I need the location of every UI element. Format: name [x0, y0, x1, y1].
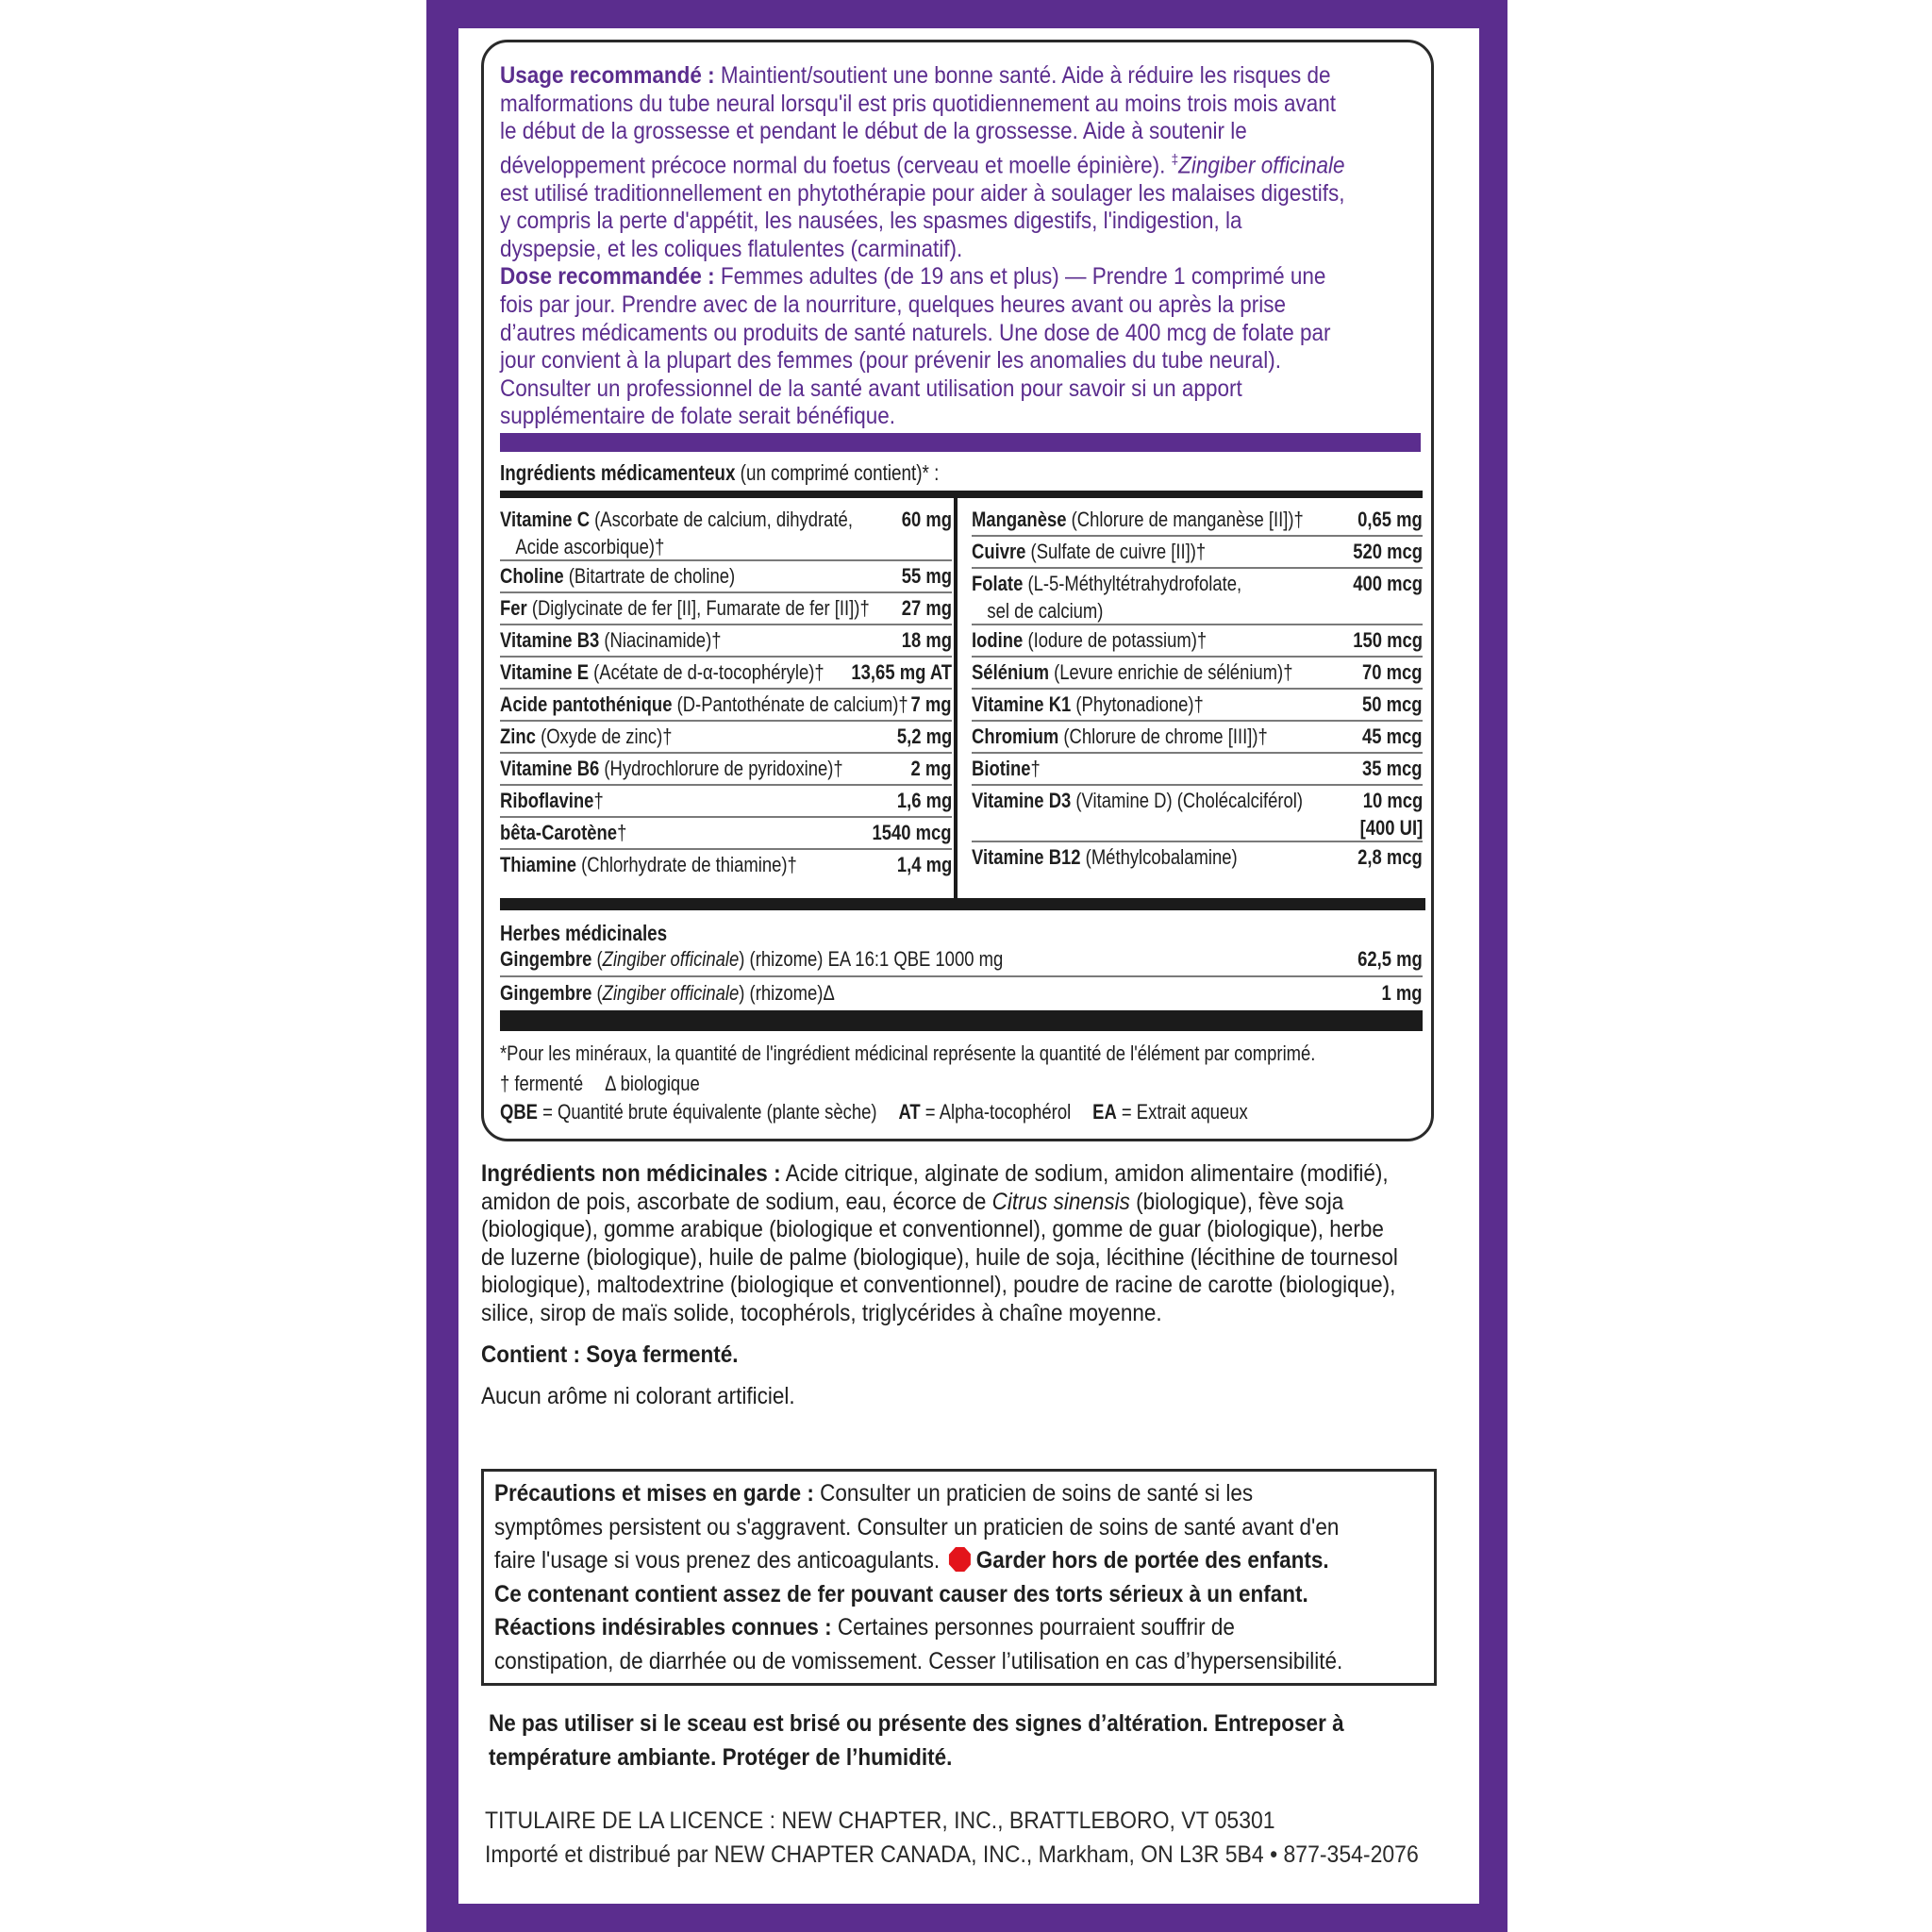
license-holder: TITULAIRE DE LA LICENCE : NEW CHAPTER, INC., BRATTLEBORO, VT 05301	[485, 1807, 1275, 1834]
ingredient-amount: 7 mg	[910, 692, 952, 716]
ingredient-name: Folate	[972, 572, 1024, 595]
footnote-minerals: *Pour les minéraux, la quantité de l'ingrédient médicinal représente la quantité de l'élément par comprimé.	[500, 1041, 1316, 1065]
ingredient-name-cell	[972, 570, 1241, 625]
ingredient-source: (Chlorure de chrome [III])†	[1058, 724, 1268, 748]
row-separator	[972, 624, 1423, 625]
ingredient-amount: 2 mg	[910, 757, 952, 780]
ingredient-name-cell	[500, 594, 870, 622]
row-separator	[972, 752, 1423, 754]
ingredient-name: Chromium	[972, 724, 1059, 748]
ingredient-amount: 27 mg	[901, 596, 952, 620]
ingredient-amount: 400 mcg	[1353, 572, 1423, 595]
non-medicinal-text: Acide citrique, alginate de sodium, amidon alimentaire (modifié), amidon de pois, ascorbate de sodium, eau, écorce de	[481, 1160, 1389, 1215]
ingredient-source: (Bitartrate de choline)	[563, 564, 736, 588]
usage-text-2: est utilisé traditionnellement en phytothérapie pour aider à soulager les malaises digestifs, y compris la perte d'appétit, les nausées, les spasmes digestifs, l'indigestion, la dyspepsie, et les coliques flatulentes (carminatif).	[500, 179, 1345, 262]
medicinal-top-rule	[500, 491, 1423, 498]
footnote-abbreviations	[500, 1100, 1248, 1124]
ingredient-amount-cell	[1359, 787, 1423, 841]
row-separator	[500, 559, 952, 561]
ingredient-amount: 18 mg	[901, 628, 952, 652]
footnote-organic: Δ biologique	[605, 1072, 700, 1095]
ingredient-source: †	[593, 789, 604, 812]
row-separator	[500, 975, 1423, 977]
ingredient-amount-cell	[902, 562, 952, 590]
ingredient-name-cell	[972, 691, 1204, 718]
ingredient-name: Sélénium	[972, 660, 1050, 684]
ingredient-name-cell	[972, 843, 1238, 871]
ingredient-name: Vitamine K1	[972, 692, 1072, 716]
ingredient-amount: 13,65 mg AT	[851, 660, 952, 684]
ingredient-name: Cuivre	[972, 540, 1026, 563]
ingredient-amount: 60 mg	[901, 508, 952, 531]
ingredient-amount-cell	[1353, 538, 1423, 565]
ingredient-amount-cell	[1353, 626, 1423, 654]
ingredient-amount-cell	[897, 851, 952, 878]
ingredient-name: Biotine	[972, 757, 1031, 780]
ingredient-amount: 2,8 mcg	[1357, 845, 1423, 869]
row-separator	[972, 688, 1423, 690]
ingredient-name: Vitamine E	[500, 660, 590, 684]
dose-label: Dose recommandée :	[500, 263, 715, 291]
ingredient-amount-cell	[902, 594, 952, 622]
row-separator	[500, 784, 952, 786]
ingredient-name: Acide pantothénique	[500, 692, 673, 716]
ingredient-name: Vitamine B3	[500, 628, 600, 652]
ingredient-amount: 0,65 mg	[1357, 508, 1423, 531]
reactions-text: Certaines personnes pourraient souffrir de constipation, de diarrhée ou de vomissement. Cesser l’utilisation en cas d’hypersensibilité.	[494, 1614, 1343, 1674]
herb-latin: Zingiber officinale	[602, 947, 740, 971]
herb-paren: (	[591, 947, 603, 971]
ingredient-source: (Niacinamide)†	[599, 628, 722, 652]
ginger-latin: Zingiber officinale	[1178, 152, 1345, 179]
ingredient-amount-cell	[1357, 506, 1423, 533]
ingredient-row	[972, 843, 1423, 875]
ingredient-row	[500, 819, 952, 851]
ingredient-amount-cell	[897, 723, 952, 750]
ingredient-name: Vitamine D3	[972, 789, 1072, 812]
row-separator	[972, 535, 1423, 537]
non-medicinal-label: Ingrédients non médicinales :	[481, 1160, 781, 1187]
stop-sign-icon	[949, 1547, 971, 1572]
ingredient-source: (Chlorhydrate de thiamine)†	[576, 853, 797, 876]
row-separator	[500, 656, 952, 658]
ingredient-row	[972, 787, 1423, 843]
ingredient-source: (Hydrochlorure de pyridoxine)†	[599, 757, 843, 780]
ingredient-row	[972, 755, 1423, 787]
ingredient-source: (Diglycinate de fer [II], Fumarate de fer [II])†	[526, 596, 870, 620]
no-aroma-note: Aucun arôme ni colorant artificiel.	[481, 1383, 795, 1409]
herbs-title: Herbes médicinales	[500, 921, 668, 945]
ingredient-amount: 150 mcg	[1353, 628, 1423, 652]
ingredient-row	[500, 755, 952, 787]
herb-amount: 1 mg	[1381, 981, 1423, 1005]
ingredient-amount-cell	[1362, 691, 1423, 718]
ingredient-amount-alt: [400 UI]	[1359, 816, 1423, 840]
medicinal-title-bold: Ingrédients médicamenteux	[500, 460, 736, 485]
ingredient-amount: 55 mg	[901, 564, 952, 588]
qbe-label: QBE	[500, 1100, 538, 1124]
row-separator	[500, 816, 952, 818]
ingredient-name-cell	[972, 755, 1041, 782]
ingredient-source: (Phytonadione)†	[1071, 692, 1204, 716]
ingredient-amount: 45 mcg	[1362, 724, 1423, 748]
herb-paren: (	[591, 981, 603, 1005]
ingredient-row	[500, 594, 952, 626]
ingredient-amount: 70 mcg	[1362, 660, 1423, 684]
ingredient-amount: 1,4 mg	[896, 853, 952, 876]
distributor: Importé et distribué par NEW CHAPTER CANADA, INC., Markham, ON L3R 5B4 • 877-354-2076	[485, 1841, 1419, 1868]
ingredient-amount-cell	[1362, 755, 1423, 782]
ingredient-name-cell	[500, 691, 908, 718]
at-text: = Alpha-tocophérol	[920, 1100, 1072, 1124]
ingredient-row	[500, 562, 952, 594]
ingredient-name: Choline	[500, 564, 564, 588]
herb-latin: Zingiber officinale	[602, 981, 740, 1005]
ingredient-name: Vitamine C	[500, 508, 591, 531]
ingredient-row	[500, 851, 952, 883]
reactions-label: Réactions indésirables connues :	[494, 1614, 832, 1641]
ingredient-name-cell	[972, 787, 1303, 814]
row-separator	[500, 752, 952, 754]
storage-section	[489, 1707, 1380, 1774]
usage-text: Maintient/soutient une bonne santé. Aide à réduire les risques de malformations du tube neural lorsqu'il est pris quotidiennement au moins trois mois avant le début de la grossesse et pendant le début de la grossesse. Aide à soutenir le développement précoce normal du foetus (cerveau et moelle épinière).	[500, 62, 1336, 179]
citrus-latin: Citrus sinensis	[991, 1188, 1130, 1215]
reactions-paragraph	[494, 1611, 1343, 1678]
warnings-label: Précautions et mises en garde :	[494, 1480, 814, 1507]
ingredient-name-cell	[972, 538, 1206, 565]
ingredient-row	[972, 538, 1423, 570]
ingredient-amount-cell	[851, 658, 952, 686]
ingredient-row	[972, 691, 1423, 723]
ingredient-source: (Oxyde de zinc)†	[535, 724, 673, 748]
ingredient-name-cell	[972, 658, 1292, 686]
footnote-symbols	[500, 1072, 700, 1096]
ingredient-row	[972, 658, 1423, 691]
ingredient-name-cell	[500, 562, 735, 590]
herb-name-cell	[500, 945, 1003, 973]
ingredient-row	[500, 723, 952, 755]
ingredient-name: Vitamine B6	[500, 757, 600, 780]
usage-section	[500, 62, 1349, 431]
herb-amount: 62,5 mg	[1357, 947, 1423, 971]
ingredient-name: Riboflavine	[500, 789, 594, 812]
ingredient-row	[500, 691, 952, 723]
herbs-bottom-rule	[500, 1010, 1423, 1031]
ingredient-amount: 50 mcg	[1362, 692, 1423, 716]
ingredient-row	[972, 570, 1423, 626]
non-medicinal-paragraph	[481, 1160, 1398, 1328]
herb-name: Gingembre	[500, 981, 592, 1005]
ingredient-source: (Sulfate de cuivre [II])†	[1025, 540, 1207, 563]
ingredient-source: (Iodure de potassium)†	[1023, 628, 1208, 652]
herb-desc: ) (rhizome)Δ	[739, 981, 835, 1005]
ingredient-amount-cell	[1353, 570, 1423, 597]
ingredient-name-cell	[500, 819, 626, 846]
usage-paragraph	[500, 62, 1349, 263]
non-medicinal-text-2: (biologique), fève soja (biologique), gomme arabique (biologique et conventionnel), gomme de guar (biologique), herbe de luzerne (biologique), huile de palme (biologique), huile de soja, lécithine (lécithine de tournesol biologique), maltodextrine (biologique et conventionnel), poudre de racine de carotte (biologique), silice, sirop de maïs solide, tocophérols, triglycérides à chaîne moyenne.	[481, 1188, 1398, 1326]
ingredient-row	[500, 787, 952, 819]
herb-name: Gingembre	[500, 947, 592, 971]
medicinal-title-rest: (un comprimé contient)* :	[735, 460, 940, 485]
ingredient-name-cell	[500, 851, 797, 878]
herb-amount-cell	[1357, 945, 1423, 973]
ingredient-name: bêta-Carotène	[500, 821, 618, 844]
row-separator	[972, 567, 1423, 569]
ingredient-source: †	[1030, 757, 1041, 780]
ingredient-source: (Levure enrichie de sélénium)†	[1049, 660, 1293, 684]
ingredient-source: (D-Pantothénate de calcium)†	[672, 692, 908, 716]
herb-amount-cell	[1382, 979, 1423, 1007]
row-separator	[500, 624, 952, 625]
herb-row	[500, 945, 1423, 977]
ea-label: EA	[1092, 1100, 1117, 1124]
ingredient-row	[972, 626, 1423, 658]
ingredient-name-cell	[972, 723, 1268, 750]
ingredient-name-cell	[500, 626, 721, 654]
ingredient-name: Zinc	[500, 724, 536, 748]
purple-divider	[500, 433, 1421, 452]
ingredient-amount: 5,2 mg	[896, 724, 952, 748]
warnings-paragraph	[494, 1477, 1343, 1611]
ingredient-row	[500, 658, 952, 691]
storage-text: Ne pas utiliser si le sceau est brisé ou présente des signes d’altération. Entreposer à température ambiante. Protéger de l’humidité.	[489, 1710, 1344, 1771]
herb-row	[500, 979, 1423, 1011]
ingredient-name-cell	[972, 506, 1304, 533]
ingredient-source: (Vitamine D) (Cholécalciférol)	[1071, 789, 1304, 812]
usage-label: Usage recommandé :	[500, 62, 715, 89]
ingredient-source: (Méthylcobalamine)	[1080, 845, 1238, 869]
herb-desc: ) (rhizome) EA 16:1 QBE 1000 mg	[739, 947, 1004, 971]
ingredient-name: Manganèse	[972, 508, 1067, 531]
footnote-fermented: † fermenté	[500, 1072, 584, 1095]
dose-paragraph	[500, 263, 1349, 431]
ea-text: = Extrait aqueux	[1116, 1100, 1248, 1124]
ingredient-amount: 520 mcg	[1353, 540, 1423, 563]
ingredient-amount: 1,6 mg	[896, 789, 952, 812]
herb-name-cell	[500, 979, 835, 1007]
ingredient-amount-cell	[1362, 658, 1423, 686]
ingredient-name: Thiamine	[500, 853, 577, 876]
ingredient-amount-cell	[902, 506, 952, 533]
ingredient-source-cont: sel de calcium)	[987, 599, 1104, 623]
ingredient-source: †	[617, 821, 627, 844]
ingredient-name-cell	[500, 787, 604, 814]
ingredient-source: (Acétate de d-α-tocophéryle)†	[589, 660, 824, 684]
row-separator	[972, 784, 1423, 786]
ginger-mark: ‡	[1171, 151, 1179, 168]
warnings-section	[494, 1477, 1343, 1678]
ingredient-name: Iodine	[972, 628, 1024, 652]
ingredient-amount-cell	[873, 819, 952, 846]
ingredient-source: (Ascorbate de calcium, dihydraté,	[590, 508, 853, 531]
ingredient-amount-cell	[911, 755, 952, 782]
row-separator	[500, 591, 952, 593]
ingredient-row	[500, 626, 952, 658]
row-separator	[972, 841, 1423, 842]
ingredient-amount-cell	[1357, 843, 1423, 871]
at-label: AT	[898, 1100, 921, 1124]
ingredient-amount-cell	[911, 691, 952, 718]
contains-allergen: Contient : Soya fermenté.	[481, 1341, 739, 1368]
ingredient-name: Vitamine B12	[972, 845, 1081, 869]
ingredient-source-cont: Acide ascorbique)†	[515, 535, 665, 558]
ingredient-name-cell	[500, 658, 824, 686]
ingredient-amount: 1540 mcg	[872, 821, 952, 844]
ingredient-amount: 10 mcg	[1362, 789, 1423, 812]
medicinal-title	[500, 460, 939, 486]
dose-text: Femmes adultes (de 19 ans et plus) — Prendre 1 comprimé une fois par jour. Prendre avec de la nourriture, quelques heures avant ou après la prise d’autres médicaments ou produits de santé naturels. Une dose de 400 mcg de folate par jour convient à la plupart des femmes (pour prévenir les anomalies du tube neural). Consulter un professionnel de la santé avant utilisation pour savoir si un apport supplémentaire de folate serait bénéfique.	[500, 263, 1331, 430]
row-separator	[972, 720, 1423, 722]
medicinal-bottom-rule	[500, 898, 1425, 910]
child-warning: Garder hors de portée des enfants. Ce contenant contient assez de fer pouvant causer des torts sérieux à un enfant.	[494, 1547, 1329, 1607]
column-divider	[954, 498, 958, 898]
non-medicinal-section	[481, 1160, 1398, 1328]
ingredient-name-cell	[972, 626, 1207, 654]
ingredient-amount-cell	[897, 787, 952, 814]
ingredient-amount: 35 mcg	[1362, 757, 1423, 780]
row-separator	[500, 848, 952, 850]
row-separator	[500, 720, 952, 722]
ingredient-name-cell	[500, 723, 673, 750]
ingredient-name-cell	[500, 506, 853, 560]
ingredient-name: Fer	[500, 596, 527, 620]
ingredient-amount-cell	[1362, 723, 1423, 750]
ingredient-row	[972, 506, 1423, 538]
ingredient-source: (L-5-Méthyltétrahydrofolate,	[1023, 572, 1242, 595]
qbe-text: = Quantité brute équivalente (plante sèche)	[537, 1100, 877, 1124]
row-separator	[972, 656, 1423, 658]
row-separator	[500, 688, 952, 690]
ingredient-name-cell	[500, 755, 843, 782]
ingredient-source: (Chlorure de manganèse [II])†	[1066, 508, 1304, 531]
warnings-text: Consulter un praticien de soins de santé si les symptômes persistent ou s'aggravent. Consulter un praticien de soins de santé avant d'en faire l'usage si vous prenez des anticoagulants.	[494, 1480, 1340, 1574]
ingredient-amount-cell	[902, 626, 952, 654]
ingredient-row	[972, 723, 1423, 755]
ingredient-row	[500, 506, 952, 562]
